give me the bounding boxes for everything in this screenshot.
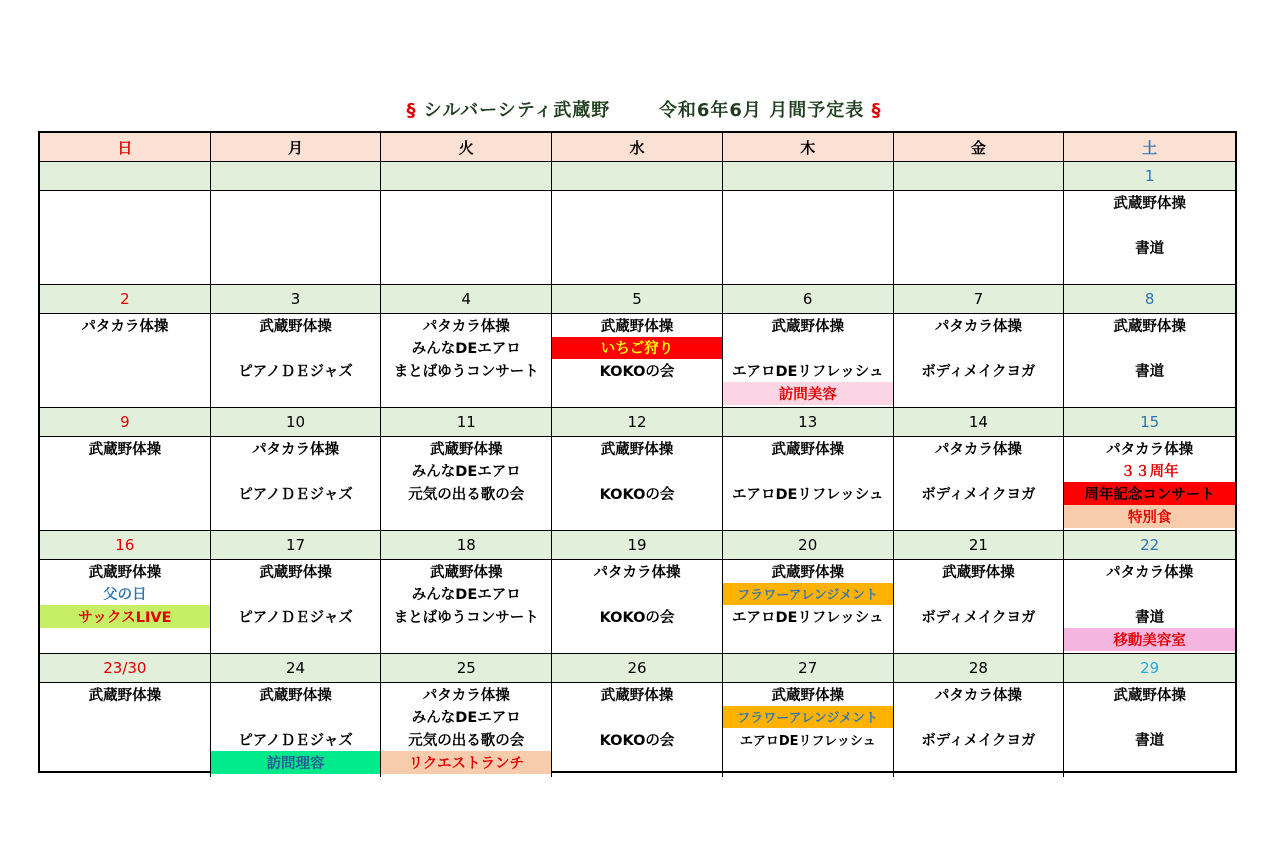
event-item: パタカラ体操: [593, 564, 681, 581]
day-events: [894, 191, 1065, 285]
event-item: みんなDEエアロ: [411, 341, 521, 358]
event-item: ピアノＤＥジャズ: [238, 486, 353, 503]
day-events: [381, 560, 552, 654]
day-events: [552, 683, 723, 777]
event-item: ピアノＤＥジャズ: [238, 609, 353, 626]
event-item: 武蔵野体操: [600, 441, 674, 458]
event-item: 武蔵野体操: [771, 687, 844, 704]
date-cell: 2: [40, 285, 211, 314]
event-item: パタカラ体操: [934, 441, 1022, 458]
event-item: フラワーアレンジメント: [723, 583, 893, 606]
event-item: まとばゆうコンサート: [393, 609, 539, 626]
event-item: 特別食: [1064, 505, 1235, 528]
event-item: 元気の出る歌の会: [408, 486, 525, 503]
date-cell: [40, 162, 211, 191]
event-item: 書道: [1135, 363, 1165, 380]
date-cell: [381, 162, 552, 191]
day-events: [1064, 560, 1235, 654]
day-events: [723, 191, 894, 285]
event-item: パタカラ体操: [1106, 564, 1194, 581]
date-cell: 8: [1064, 285, 1235, 314]
date-cell: 5: [552, 285, 723, 314]
day-events: [211, 560, 382, 654]
event-item: サックスLIVE: [40, 605, 210, 628]
event-item: 武蔵野体操: [88, 441, 162, 458]
date-cell: 28: [894, 654, 1065, 683]
event-item: 元気の出る歌の会: [408, 732, 525, 749]
day-events: [894, 560, 1065, 654]
day-events: [723, 683, 894, 777]
day-events: [894, 314, 1065, 408]
event-item: 武蔵野体操: [259, 687, 332, 704]
weekday-header: 木: [723, 133, 894, 162]
event-item: ボディメイクヨガ: [921, 486, 1036, 503]
day-events: [211, 191, 382, 285]
day-events: [381, 191, 552, 285]
event-item: エアロDEリフレッシュ: [739, 733, 876, 749]
event-item: みんなDEエアロ: [411, 710, 521, 727]
weekday-header: 土: [1064, 133, 1235, 162]
heading-label: 月間予定表: [769, 100, 865, 121]
day-events: [552, 314, 723, 408]
date-cell: 20: [723, 531, 894, 560]
date-cell: [552, 162, 723, 191]
date-cell: 3: [211, 285, 382, 314]
date-cell: 25: [381, 654, 552, 683]
event-item: 訪問理容: [211, 751, 381, 774]
date-cell: 6: [723, 285, 894, 314]
event-item: [211, 337, 381, 360]
date-cell: [894, 162, 1065, 191]
date-cell: 29: [1064, 654, 1235, 683]
event-item: ボディメイクヨガ: [921, 363, 1036, 380]
event-item: エアロDEリフレッシュ: [731, 486, 884, 503]
event-item: [894, 583, 1064, 606]
day-events: [1064, 314, 1235, 408]
date-cell: 10: [211, 408, 382, 437]
event-item: 書道: [1135, 609, 1165, 626]
day-events: [552, 560, 723, 654]
date-cell: 16: [40, 531, 211, 560]
event-item: まとばゆうコンサート: [393, 363, 539, 380]
date-cell: 12: [552, 408, 723, 437]
event-item: いちご狩り: [552, 337, 722, 360]
event-item: 父の日: [103, 587, 147, 604]
event-item: 武蔵野体操: [771, 318, 844, 335]
event-item: [211, 583, 381, 606]
event-item: 武蔵野体操: [1113, 195, 1186, 212]
event-item: パタカラ体操: [422, 687, 510, 704]
event-item: [1064, 706, 1235, 729]
event-item: みんなDEエアロ: [411, 587, 521, 604]
weekday-header: 金: [894, 133, 1065, 162]
event-item: [552, 460, 722, 483]
event-item: 武蔵野体操: [259, 318, 332, 335]
date-cell: 13: [723, 408, 894, 437]
day-events: [552, 191, 723, 285]
day-events: [381, 437, 552, 531]
day-events: [723, 314, 894, 408]
event-item: 武蔵野体操: [259, 564, 332, 581]
event-item: 訪問美容: [723, 382, 893, 405]
event-item: [723, 460, 893, 483]
event-item: エアロDEリフレッシュ: [731, 363, 884, 380]
event-item: 武蔵野体操: [88, 564, 162, 581]
event-item: KOKOの会: [599, 363, 675, 380]
event-item: パタカラ体操: [422, 318, 510, 335]
date-cell: 7: [894, 285, 1065, 314]
date-cell: 24: [211, 654, 382, 683]
date-cell: 9: [40, 408, 211, 437]
event-item: 武蔵野体操: [942, 564, 1015, 581]
event-item: [1064, 583, 1235, 606]
event-item: KOKOの会: [599, 609, 675, 626]
page-title: [0, 96, 1288, 122]
event-item: 移動美容室: [1064, 628, 1235, 651]
date-cell: 17: [211, 531, 382, 560]
date-cell: 23/30: [40, 654, 211, 683]
event-item: 武蔵野体操: [600, 318, 674, 335]
date-cell: 26: [552, 654, 723, 683]
event-item: 武蔵野体操: [430, 564, 503, 581]
event-item: [723, 337, 893, 360]
day-events: [211, 314, 382, 408]
day-events: [894, 437, 1065, 531]
day-events: [40, 683, 211, 777]
day-events: [1064, 437, 1235, 531]
event-item: パタカラ体操: [934, 687, 1022, 704]
day-events: [381, 683, 552, 777]
day-events: [40, 191, 211, 285]
event-item: フラワーアレンジメント: [723, 706, 893, 729]
event-item: 武蔵野体操: [771, 564, 844, 581]
event-item: 武蔵野体操: [430, 441, 503, 458]
event-item: 武蔵野体操: [1113, 318, 1186, 335]
event-item: [894, 706, 1064, 729]
day-events: [723, 437, 894, 531]
period-label: 令和6年6月: [658, 100, 762, 121]
event-item: ３３周年: [1120, 464, 1179, 481]
date-cell: 19: [552, 531, 723, 560]
date-cell: 27: [723, 654, 894, 683]
day-events: [211, 683, 382, 777]
event-item: ピアノＤＥジャズ: [238, 732, 353, 749]
day-events: [40, 560, 211, 654]
event-item: ピアノＤＥジャズ: [238, 363, 353, 380]
monthly-calendar: [38, 131, 1237, 773]
event-item: [1064, 214, 1235, 237]
day-events: [381, 314, 552, 408]
event-item: 武蔵野体操: [1113, 687, 1186, 704]
date-cell: 11: [381, 408, 552, 437]
event-item: パタカラ体操: [934, 318, 1022, 335]
facility-name: シルバーシティ武蔵野: [423, 100, 611, 121]
event-item: 書道: [1135, 240, 1165, 257]
event-item: パタカラ体操: [81, 318, 169, 335]
weekday-header: 火: [381, 133, 552, 162]
event-item: [211, 706, 381, 729]
event-item: パタカラ体操: [252, 441, 340, 458]
date-cell: 1: [1064, 162, 1235, 191]
date-cell: 4: [381, 285, 552, 314]
day-events: [723, 560, 894, 654]
date-cell: 22: [1064, 531, 1235, 560]
weekday-header: 日: [40, 133, 211, 162]
event-item: みんなDEエアロ: [411, 464, 521, 481]
section-mark-right: §: [871, 100, 882, 121]
event-item: [894, 460, 1064, 483]
event-item: [211, 460, 381, 483]
date-cell: 18: [381, 531, 552, 560]
event-item: [552, 706, 722, 729]
event-item: 書道: [1135, 732, 1165, 749]
date-cell: [723, 162, 894, 191]
event-item: パタカラ体操: [1106, 441, 1194, 458]
weekday-header: 水: [552, 133, 723, 162]
event-item: [894, 337, 1064, 360]
event-item: [1064, 337, 1235, 360]
day-events: [211, 437, 382, 531]
weekday-header: 月: [211, 133, 382, 162]
event-item: ボディメイクヨガ: [921, 732, 1036, 749]
event-item: リクエストランチ: [381, 751, 551, 774]
date-cell: [211, 162, 382, 191]
section-mark-left: §: [406, 100, 417, 121]
event-item: [552, 583, 722, 606]
event-item: KOKOの会: [599, 732, 675, 749]
event-item: KOKOの会: [599, 486, 675, 503]
event-item: 武蔵野体操: [771, 441, 844, 458]
date-cell: 15: [1064, 408, 1235, 437]
event-item: エアロDEリフレッシュ: [731, 609, 884, 626]
day-events: [552, 437, 723, 531]
date-cell: 21: [894, 531, 1065, 560]
day-events: [40, 437, 211, 531]
event-item: 武蔵野体操: [600, 687, 674, 704]
event-item: 武蔵野体操: [88, 687, 162, 704]
event-item: 周年記念コンサート: [1064, 482, 1235, 505]
event-item: [1064, 259, 1235, 282]
day-events: [894, 683, 1065, 777]
date-cell: 14: [894, 408, 1065, 437]
day-events: [40, 314, 211, 408]
day-events: [1064, 683, 1235, 777]
event-item: ボディメイクヨガ: [921, 609, 1036, 626]
day-events: [1064, 191, 1235, 285]
